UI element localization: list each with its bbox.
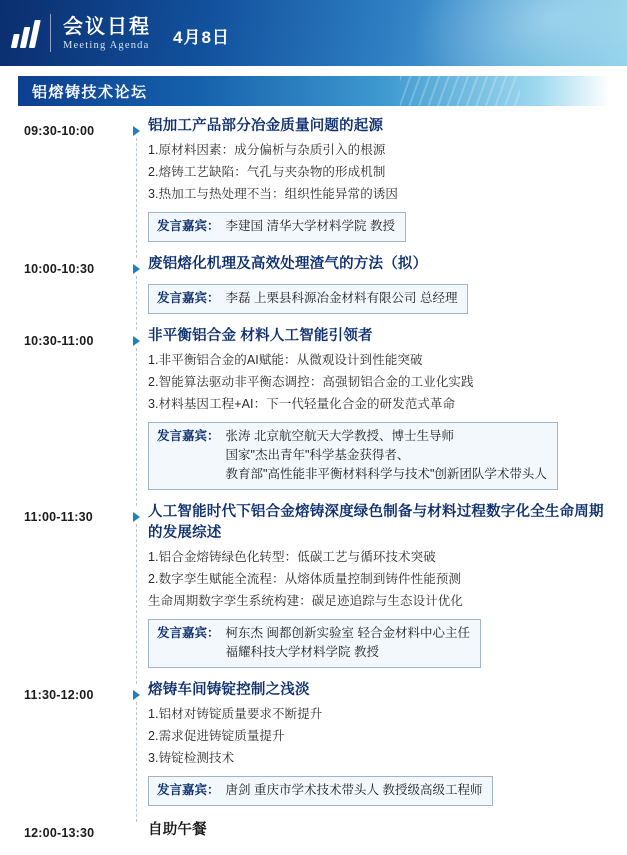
timeline-marker (130, 254, 148, 326)
agenda-time-cell (18, 116, 130, 138)
agenda-content (148, 818, 613, 855)
agenda-point: 2.需求促进铸锭质量提升 (148, 729, 285, 743)
timeline-line (136, 276, 137, 330)
agenda-content (148, 326, 613, 502)
speaker-line: 教育部"高性能非平衡材料科学与技术"创新团队学术带头人 (225, 467, 547, 481)
timeline-line (136, 348, 137, 506)
agenda-content (148, 116, 613, 254)
agenda-content (148, 502, 613, 680)
agenda-topic: 非平衡铝合金 材料人工智能引领者 (148, 328, 373, 344)
agenda-point: 生命周期数字孪生系统构建：碳足迹追踪与生态设计优化 (148, 594, 464, 608)
speaker-line: 李磊 上栗县科源冶金材料有限公司 总经理 (225, 291, 458, 305)
timeline-line (136, 702, 137, 822)
triangle-marker-icon (133, 264, 140, 274)
agenda-point: 1.铝材对铸锭质量要求不断提升 (148, 707, 323, 721)
speaker-label: 发言嘉宾： (157, 291, 220, 305)
timeline-line (136, 524, 137, 684)
agenda-list (0, 106, 627, 855)
agenda-time-cell (18, 326, 130, 348)
agenda-time: 12:00-13:30 (24, 826, 95, 840)
timeline-line (136, 138, 137, 258)
agenda-point: 1.原材料因素：成分偏析与杂质引入的根源 (148, 143, 386, 157)
agenda-time-cell (18, 818, 130, 840)
speaker-box (148, 212, 406, 242)
header-date: 4月8日 (173, 27, 230, 47)
agenda-row (0, 326, 613, 502)
agenda-point: 3.热加工与热处理不当：组织性能异常的诱因 (148, 187, 399, 201)
timeline-marker (130, 502, 148, 680)
speaker-line: 国家"杰出青年"科学基金获得者、 (225, 448, 410, 462)
page-title-cn: 会议日程 (63, 15, 151, 38)
speaker-box (148, 422, 558, 490)
header-divider (50, 14, 51, 52)
agenda-content (148, 254, 613, 326)
speaker-names (220, 217, 395, 236)
agenda-row (0, 254, 613, 326)
page-title-en: Meeting Agenda (63, 39, 150, 51)
speaker-line: 福耀科技大学材料学院 教授 (225, 645, 379, 659)
decorative-stripes (400, 76, 520, 106)
triangle-marker-icon (133, 336, 140, 346)
speaker-label: 发言嘉宾： (157, 626, 220, 640)
agenda-row (0, 116, 613, 254)
speaker-box (148, 776, 493, 806)
agenda-topic: 人工智能时代下铝合金熔铸深度绿色制备与材料过程数字化全生命周期的发展综述 (148, 504, 604, 541)
agenda-point: 2.熔铸工艺缺陷：气孔与夹杂物的形成机制 (148, 165, 386, 179)
agenda-point: 1.铝合金熔铸绿色化转型：低碳工艺与循环技术突破 (148, 550, 436, 564)
speaker-box (148, 284, 468, 314)
page-header (0, 0, 627, 66)
timeline-marker (130, 680, 148, 818)
timeline-marker (130, 116, 148, 254)
timeline-marker (130, 818, 148, 855)
agenda-time: 09:30-10:00 (24, 124, 95, 138)
agenda-point: 2.数字孪生赋能全流程：从熔体质量控制到铸件性能预测 (148, 572, 462, 586)
speaker-label: 发言嘉宾： (157, 783, 220, 797)
speaker-line: 李建国 清华大学材料学院 教授 (225, 219, 395, 233)
agenda-point: 1.非平衡铝合金的AI赋能：从微观设计到性能突破 (148, 353, 423, 367)
bars-logo-icon (11, 18, 41, 48)
speaker-label: 发言嘉宾： (157, 219, 220, 233)
agenda-topic: 自助午餐 (148, 822, 207, 838)
triangle-marker-icon (133, 690, 140, 700)
agenda-time-cell (18, 254, 130, 276)
agenda-topic: 熔铸车间铸锭控制之浅淡 (148, 682, 310, 698)
agenda-topic: 铝加工产品部分冶金质量问题的起源 (148, 118, 384, 134)
agenda-time: 11:30-12:00 (24, 688, 94, 702)
agenda-row (0, 680, 613, 818)
section-title-bar (18, 76, 610, 106)
speaker-names (220, 624, 470, 662)
agenda-time: 10:30-11:00 (24, 334, 94, 348)
speaker-label: 发言嘉宾： (157, 429, 220, 443)
speaker-names (220, 781, 483, 800)
timeline-marker (130, 326, 148, 502)
agenda-time-cell (18, 680, 130, 702)
agenda-time: 11:00-11:30 (24, 510, 93, 524)
agenda-row (0, 502, 613, 680)
triangle-marker-icon (133, 126, 140, 136)
agenda-point: 3.铸锭检测技术 (148, 751, 235, 765)
agenda-content (148, 680, 613, 818)
agenda-point: 2.智能算法驱动非平衡态调控：高强韧铝合金的工业化实践 (148, 375, 474, 389)
agenda-row (0, 818, 613, 855)
agenda-topic: 废铝熔化机理及高效处理渣气的方法（拟） (148, 256, 428, 272)
speaker-box (148, 619, 481, 668)
agenda-time: 10:00-10:30 (24, 262, 95, 276)
section-title: 铝熔铸技术论坛 (32, 83, 148, 101)
speaker-line: 唐剑 重庆市学术技术带头人 教授级高级工程师 (225, 783, 483, 797)
speaker-line: 柯东杰 闽都创新实验室 轻合金材料中心主任 (225, 626, 470, 640)
speaker-line: 张涛 北京航空航天大学教授、博士生导师 (225, 429, 454, 443)
agenda-point: 3.材料基因工程+AI：下一代轻量化合金的研发范式革命 (148, 397, 456, 411)
speaker-names (220, 289, 458, 308)
triangle-marker-icon (133, 512, 140, 522)
speaker-names (220, 427, 547, 484)
agenda-time-cell (18, 502, 130, 524)
